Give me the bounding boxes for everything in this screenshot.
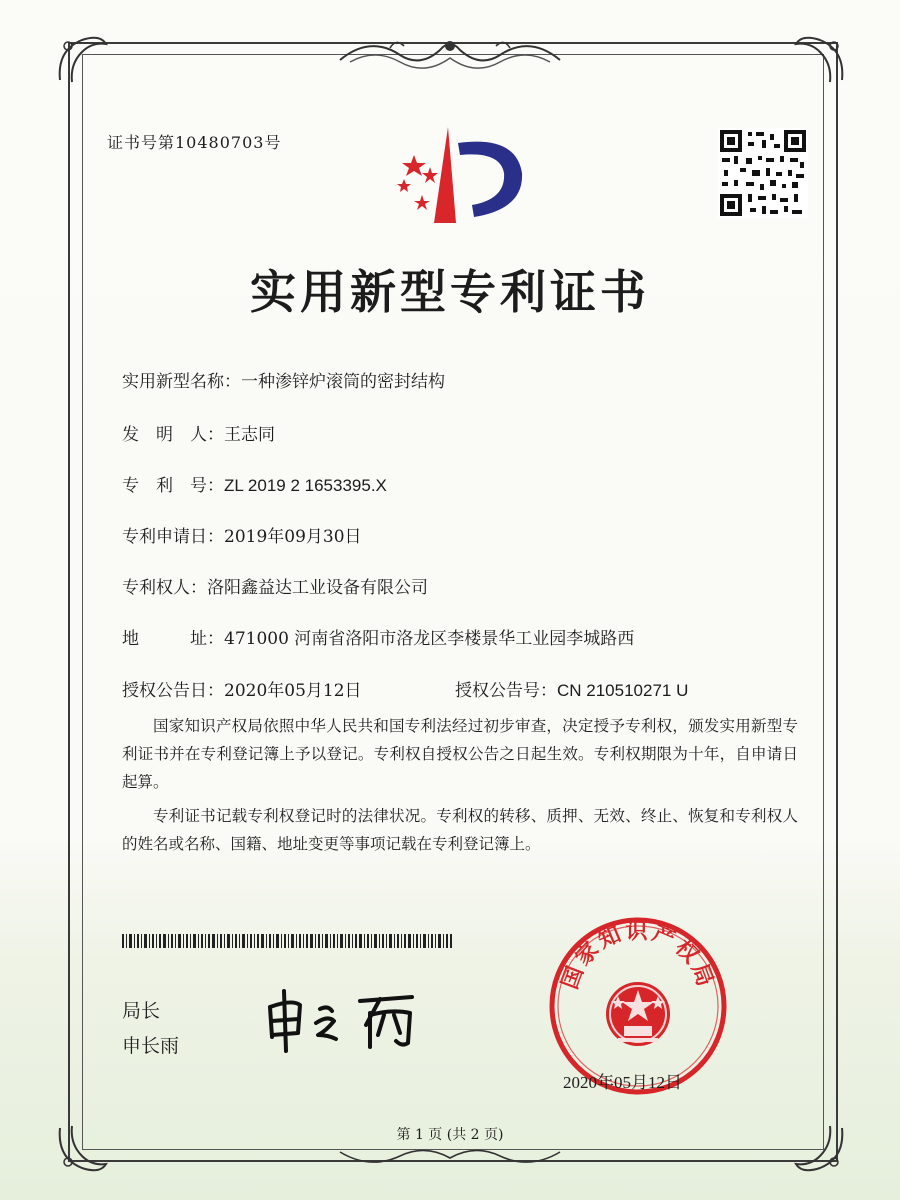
utility-model-name-label: 实用新型名称：	[122, 372, 241, 392]
director-role-label: 局长	[122, 1001, 161, 1022]
certificate-statement	[122, 712, 798, 858]
utility-model-name-row	[122, 367, 445, 392]
address-row	[122, 624, 634, 649]
patentee-label: 专利权人：	[122, 578, 207, 598]
patent-number-row	[122, 471, 387, 496]
patentee-row	[122, 573, 428, 598]
grant-announcement-number-label: 授权公告号：	[455, 681, 557, 701]
barcode-icon	[122, 934, 452, 948]
utility-model-name-value: 一种渗锌炉滚筒的密封结构	[241, 372, 445, 392]
page-number: 第 1 页 (共 2 页)	[396, 1127, 504, 1143]
director-name-label: 申长雨	[122, 1036, 180, 1057]
inventor-row	[122, 420, 275, 445]
address-label: 地 址：	[122, 629, 224, 649]
qr-code-icon	[718, 128, 808, 218]
inventor-value: 王志同	[224, 425, 275, 445]
patent-number-label: 专 利 号：	[122, 476, 224, 496]
grant-announcement-date-value: 2020年05月12日	[224, 681, 362, 701]
application-date-label: 专利申请日：	[122, 527, 224, 547]
statement-paragraph: 专利证书记载专利权登记时的法律状况。专利权的转移、质押、无效、终止、恢复和专利权人的姓名或名称、国籍、地址变更等事项记载在专利登记簿上。	[122, 807, 798, 853]
certificate-number: 证书号第10480703号	[107, 133, 282, 152]
application-date-value: 2019年09月30日	[224, 527, 362, 547]
certificate-title: 实用新型专利证书	[250, 265, 650, 319]
corner-ornament-icon	[790, 30, 850, 90]
grant-announcement-number-value: CN 210510271 U	[557, 681, 689, 700]
corner-ornament-icon	[52, 30, 112, 90]
seal-date: 2020年05月12日	[563, 1073, 682, 1092]
director-signature	[262, 985, 462, 1055]
patent-number-value: ZL 2019 2 1653395.X	[224, 476, 387, 495]
application-date-row	[122, 522, 362, 547]
bottom-ornament-icon	[330, 1140, 570, 1176]
inventor-label: 发 明 人：	[122, 425, 224, 445]
top-ornament-icon	[330, 30, 570, 80]
grant-announcement-number-row	[455, 676, 688, 701]
grant-announcement-date-row	[122, 676, 362, 701]
seal-text: 国家知识产权局	[556, 918, 720, 993]
patent-office-logo-icon	[386, 125, 526, 230]
svg-text:国家知识产权局	[557, 918, 719, 992]
address-value: 471000 河南省洛阳市洛龙区李楼景华工业园李城路西	[224, 629, 635, 649]
grant-announcement-date-label: 授权公告日：	[122, 681, 224, 701]
statement-paragraph: 国家知识产权局依照中华人民共和国专利法经过初步审查，决定授予专利权，颁发实用新型专利证书并在专利登记簿上予以登记。专利权自授权公告之日起生效。专利权期限为十年，自申请日起算。	[122, 717, 798, 791]
patentee-value: 洛阳鑫益达工业设备有限公司	[207, 578, 428, 598]
